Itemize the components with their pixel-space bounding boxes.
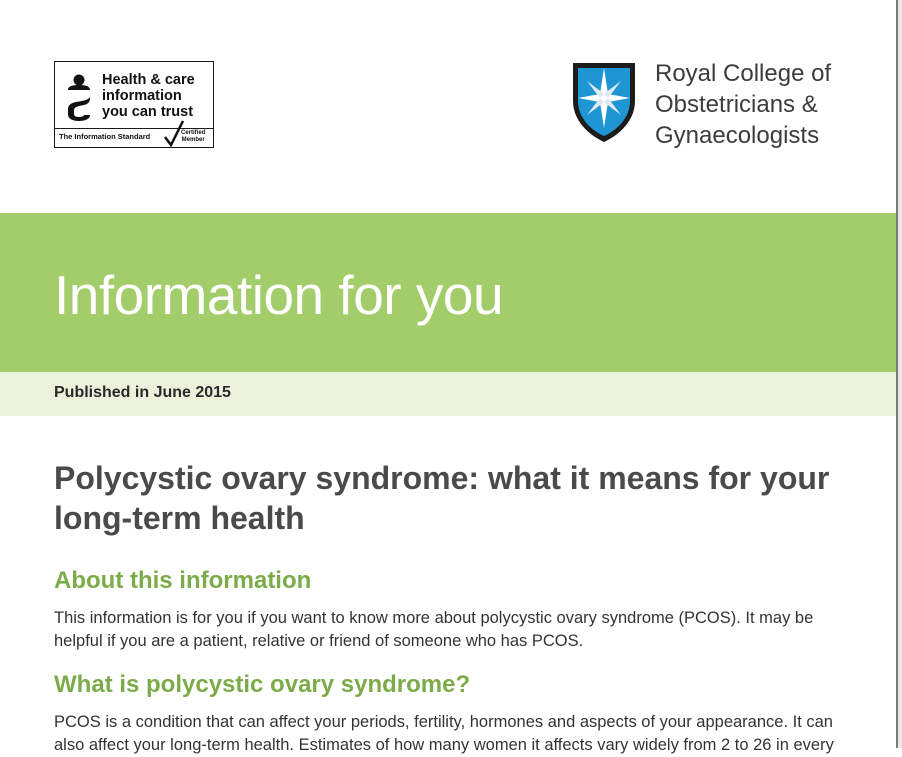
certified-line: Member	[181, 137, 205, 143]
certified-member-label	[181, 130, 205, 144]
section-paragraph-what-is-pcos	[54, 711, 844, 757]
information-standard-label: The Information Standard	[59, 132, 151, 141]
badge-line: Health & care	[102, 72, 195, 88]
published-date: Published in June 2015	[54, 384, 231, 401]
rcog-name	[655, 58, 831, 151]
section-paragraph-about	[54, 607, 844, 653]
document-title: Polycystic ovary syndrome: what it means for your long-term health	[54, 460, 830, 536]
rcog-name-line: Gynaecologists	[655, 122, 820, 149]
section-heading-what-is-pcos: What is polycystic ovary syndrome?	[54, 671, 471, 698]
publication-bar	[0, 372, 896, 416]
paragraph-line: This information is for you if you want to know more about polycystic ovary syndrome (PCOS). It may be	[54, 609, 814, 627]
certified-line: Certified	[181, 130, 206, 136]
rcog-name-line: Obstetricians &	[655, 91, 818, 118]
badge-line: you can trust	[102, 104, 194, 120]
paragraph-line: PCOS is a condition that can affect your periods, fertility, hormones and aspects of your appearance. It can	[54, 713, 833, 731]
section-heading-about: About this information	[54, 567, 312, 594]
paragraph-line: helpful if you are a patient, relative or friend of someone who has PCOS.	[54, 632, 584, 650]
badge-footer	[55, 128, 213, 147]
information-standard-badge	[54, 61, 214, 148]
banner-title: Information for you	[54, 264, 504, 326]
rcog-shield-logo-icon	[571, 61, 637, 143]
header-banner	[0, 213, 896, 372]
paragraph-line: also affect your long-term health. Estimates of how many women it affects vary widely from 2 to 26 in every	[54, 736, 834, 754]
badge-text	[102, 72, 195, 120]
rcog-name-line: Royal College of	[655, 60, 832, 87]
information-standard-person-icon	[65, 74, 93, 122]
page-shadow	[898, 0, 902, 748]
badge-line: information	[102, 88, 182, 104]
